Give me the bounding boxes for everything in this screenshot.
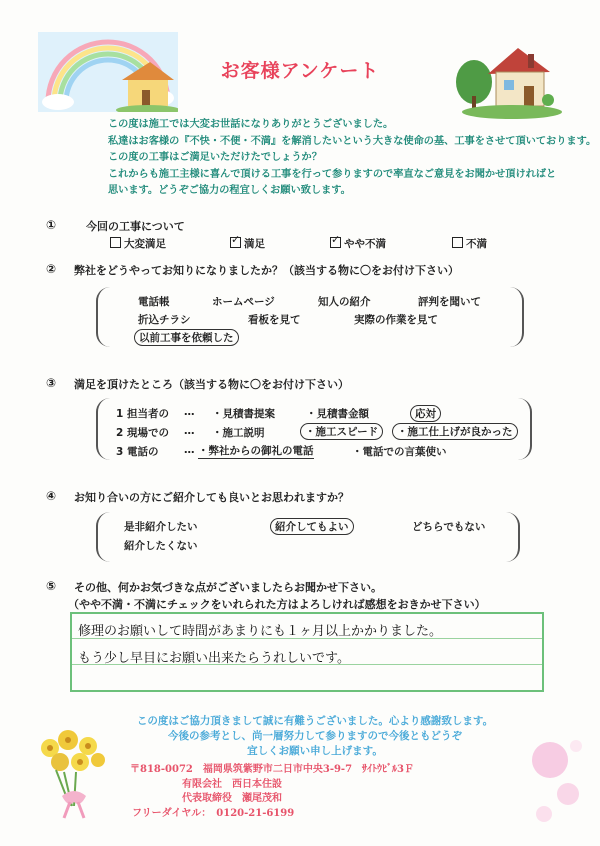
q2-option[interactable]: 実際の作業を見て — [354, 314, 438, 326]
q4-option[interactable]: どちらでもない — [412, 521, 486, 533]
handwritten-answer-line: もう少し早目にお願い出来たらうれしいです。 — [78, 651, 350, 666]
checkbox[interactable] — [452, 237, 463, 248]
q3-option[interactable]: ・電話での言葉使い — [352, 446, 447, 458]
q3-row-dots: … — [184, 406, 195, 418]
intro-line: 私達はお客様の『不快・不便・不満』を解消したいという大きな使命の基、工事をさせて頂いております。 — [108, 135, 597, 147]
q4-option[interactable]: 是非紹介したい — [124, 521, 198, 533]
thanks-line: この度はご協力頂きまして誠に有難うございました。心より感謝致します。 — [136, 715, 494, 727]
q1-option[interactable]: ✓ 満足 — [230, 236, 265, 251]
q5-subtext: （やや不満・不満にチェックをいれられた方はよろしければ感想をおきかせ下さい） — [68, 598, 486, 611]
q3-option[interactable]: ・施工説明 — [212, 427, 265, 439]
q1-option[interactable]: ✓ やや不満 — [330, 236, 386, 251]
intro-line: この度は施工では大変お世話になりありがとうございました。 — [108, 119, 394, 130]
thanks-message — [100, 714, 530, 759]
q3-option-selected[interactable]: ・施工仕上げが良かった — [392, 423, 518, 440]
checkbox-checked[interactable] — [330, 237, 341, 248]
checkbox[interactable] — [110, 237, 121, 248]
q2-option[interactable]: 折込チラシ — [138, 314, 191, 326]
q2-number: ② — [46, 262, 57, 276]
address: 〒818-0072 福岡県筑紫野市二日市中央3-9-7 ｻｲﾄｳﾋﾞﾙ3Ｆ — [130, 764, 414, 775]
q2-option[interactable]: 知人の紹介 — [318, 296, 371, 308]
company-name: 有限会社 西日本住設 — [182, 778, 282, 790]
q1-option[interactable]: 不満 — [452, 236, 487, 251]
q2-option[interactable]: 電話帳 — [138, 296, 170, 308]
q2-option-selected[interactable]: 以前工事を依頼した — [134, 329, 239, 346]
thanks-line: 今後の参考とし、尚一層努力して参りますので今後ともどうぞ — [168, 730, 462, 742]
q2-option[interactable]: ホームページ — [212, 296, 275, 308]
q1-question: 今回の工事について — [86, 220, 185, 233]
q3-row-dots: … — [184, 444, 195, 456]
thanks-line: 宜しくお願い申し上げます。 — [247, 745, 383, 757]
q2-option[interactable]: 看板を見て — [248, 314, 301, 326]
page-title: お客様アンケート — [220, 60, 380, 82]
q2-question: 弊社をどうやってお知りになりましたか？（該当する物に〇をお付け下さい） — [74, 264, 459, 277]
q1-option[interactable]: 大変満足 — [110, 236, 166, 251]
q3-option-selected[interactable]: ・弊社からの御礼の電話 — [198, 445, 314, 457]
q3-row-label: 2 現場での — [116, 427, 169, 439]
q4-option[interactable]: 紹介したくない — [124, 540, 198, 552]
freedial: フリーダイヤル： 0120-21-6199 — [132, 807, 295, 819]
q5-question: その他、何かお気づきな点がございましたらお聞かせ下さい。 — [74, 581, 382, 594]
q3-option-selected[interactable]: ・施工スピード — [300, 423, 383, 440]
intro-line: この度の工事はご満足いただけたでしょうか？ — [108, 152, 322, 164]
q4-question: お知り合いの方にご紹介しても良いとお思われますか？ — [74, 491, 349, 504]
decorative-bubbles — [520, 730, 590, 830]
intro-line: これからも施工主様に喜んで頂ける工事を行って参りますので率直なご意見をお聞かせ頂ければと — [108, 168, 557, 180]
q3-option[interactable]: ・見積書金額 — [306, 408, 369, 420]
q3-row-dots: … — [184, 425, 195, 437]
q3-row-label: 1 担当者の — [116, 408, 169, 420]
q5-number: ⑤ — [46, 579, 57, 593]
intro-line: 思います。どうぞご協力の程宜しくお願い致します。 — [108, 185, 351, 197]
q1-number: ① — [46, 218, 57, 232]
ceo-name: 代表取締役 瀬尾茂和 — [182, 793, 282, 804]
q3-option-selected[interactable]: 応対 — [410, 405, 441, 422]
q3-number: ③ — [46, 376, 57, 390]
q3-option[interactable]: ・見積書提案 — [212, 408, 275, 420]
q4-number: ④ — [46, 489, 57, 503]
handwritten-answer-line: 修理のお願いして時間があまりにも１ヶ月以上かかりました。 — [78, 624, 443, 639]
comment-box[interactable] — [70, 612, 544, 692]
q4-option-selected[interactable]: 紹介してもよい — [270, 518, 354, 535]
q3-question: 満足を頂けたところ（該当する物に〇をお付け下さい） — [74, 378, 349, 391]
checkbox-checked[interactable] — [230, 237, 241, 248]
company-info — [130, 763, 460, 821]
flower-bouquet-illustration — [34, 726, 114, 822]
intro-text — [108, 117, 597, 200]
q3-row-label: 3 電話の — [116, 446, 159, 458]
q2-option[interactable]: 評判を聞いて — [418, 296, 481, 308]
